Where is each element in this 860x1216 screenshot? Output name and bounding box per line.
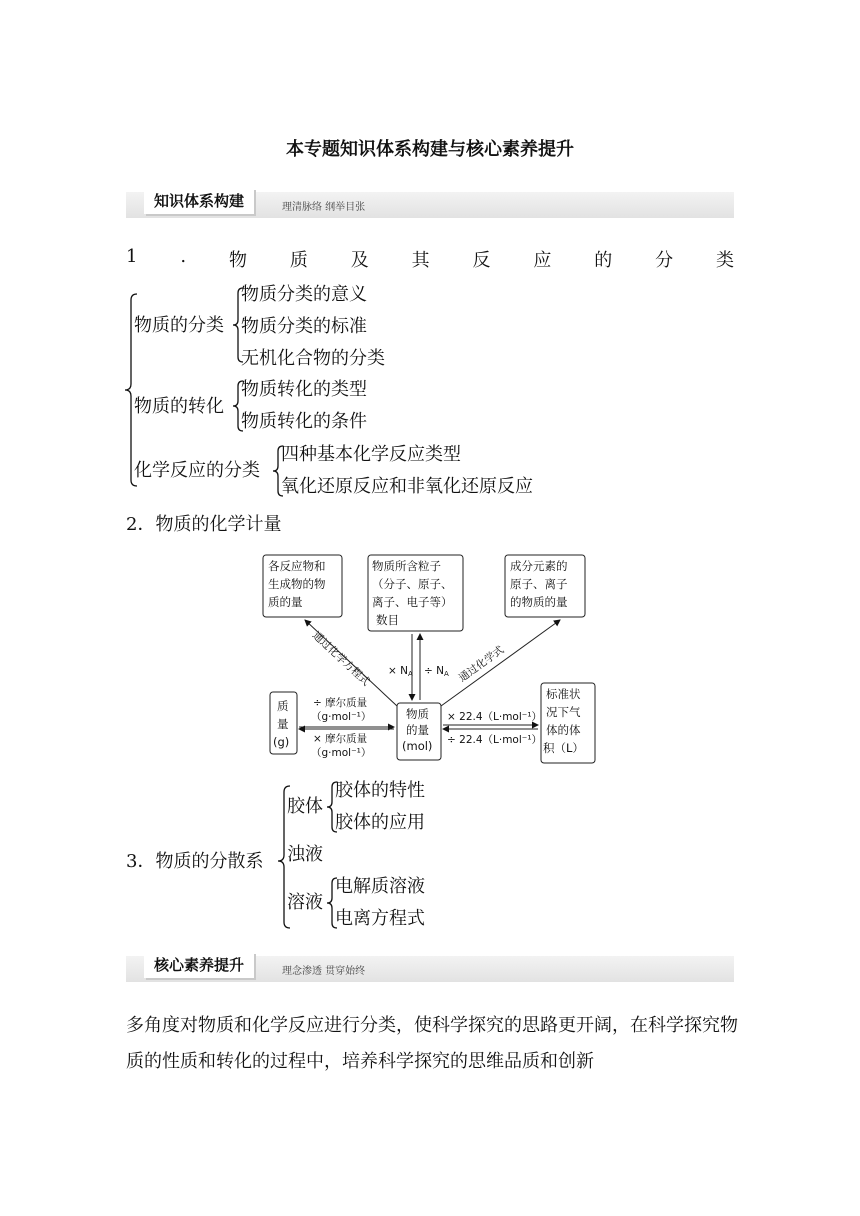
arrow-label: （g·mol⁻¹） [311, 747, 372, 759]
group-item: 无机化合物的分类 [241, 348, 385, 369]
group-item: 四种基本化学反应类型 [281, 444, 461, 465]
box-text: 物质 [406, 707, 429, 721]
section-subtitle: 理念渗透 贯穿始终 [282, 966, 366, 977]
page-title: 本专题知识体系构建与核心素养提升 [286, 139, 574, 160]
group-label: 物质的分类 [134, 315, 224, 336]
box-text: 生成物的物 [268, 577, 326, 591]
arrow-label-div-na: ÷ NA [424, 665, 449, 678]
group-item: 物质分类的标准 [241, 316, 367, 337]
heading-char: 反 [472, 250, 491, 271]
box-text: 的物质的量 [510, 595, 568, 609]
box-text: (g) [273, 735, 290, 749]
arrow-label: × 22.4（L·mol⁻¹） [447, 711, 543, 723]
group-label: 溶液 [287, 892, 323, 913]
arrow-label-formula: 通过化学式 [456, 643, 507, 685]
box-text: 体的体 [546, 723, 581, 737]
group-label: 物质的转化 [134, 396, 224, 417]
heading-char: 的 [594, 250, 613, 271]
box-text: 标准状 [546, 687, 581, 701]
heading-char: 应 [533, 250, 552, 271]
group-item: 电离方程式 [335, 908, 425, 929]
arrow-label-times-na: × NA [388, 665, 413, 678]
group-item: 氧化还原反应和非氧化还原反应 [281, 476, 533, 497]
arrow-label: × 摩尔质量 [313, 733, 368, 745]
body-paragraph: 多角度对物质和化学反应进行分类，使科学探究的思路更开阔，在科学探究物质的性质和转化的过程中，培养科学探究的思维品质和创新 [126, 1015, 738, 1072]
section-banner-literacy [126, 956, 734, 982]
heading-char: 1 [126, 246, 138, 267]
box-text: 质 [277, 699, 289, 713]
heading-char: 其 [411, 250, 430, 271]
group-label: 浊液 [287, 844, 323, 865]
group-item: 物质转化的条件 [241, 411, 367, 432]
group-item: 胶体的特性 [335, 780, 425, 801]
group-item: 物质分类的意义 [241, 284, 367, 305]
heading-char: 质 [289, 250, 308, 271]
group-label: 胶体 [287, 796, 323, 817]
group-label: 化学反应的分类 [134, 460, 260, 481]
heading-char: 物 [228, 250, 247, 271]
box-text: (mol) [402, 739, 433, 753]
box-text: （分子、原子、 [372, 577, 453, 591]
arrow-label: ÷ 22.4（L·mol⁻¹） [447, 734, 543, 746]
section-subtitle: 理清脉络 纲举目张 [282, 202, 366, 213]
item2-heading: 2．物质的化学计量 [126, 514, 282, 535]
box-text: 质的量 [268, 595, 303, 609]
group-item: 物质转化的类型 [241, 379, 367, 400]
section-tab: 知识体系构建 [144, 188, 254, 214]
arrow-label: ÷ 摩尔质量 [313, 697, 368, 709]
box-text: 成分元素的 [510, 559, 568, 573]
arrow-label: （g·mol⁻¹） [311, 711, 372, 723]
item3-heading: 3．物质的分散系 [126, 851, 264, 872]
box-text: 况下气 [546, 705, 581, 719]
stoichiometry-diagram [255, 548, 605, 768]
box-text: 的量 [406, 723, 429, 737]
box-text: 各反应物和 [268, 559, 326, 573]
heading-char: 分 [655, 250, 674, 271]
box-text: 物质所含粒子 [372, 559, 441, 573]
heading-char: 类 [715, 250, 734, 271]
box-text: 离子、电子等） [372, 595, 453, 609]
group-item: 胶体的应用 [335, 812, 425, 833]
arrow-formula [441, 620, 560, 706]
box-text: 量 [277, 717, 289, 731]
box-text: 原子、离子 [510, 577, 568, 591]
arrow-label-eq: 通过化学方程式 [309, 629, 372, 689]
section-tab: 核心素养提升 [144, 952, 254, 978]
box-text: 数目 [376, 613, 399, 627]
heading-char: . [180, 246, 187, 267]
heading-char: 及 [350, 250, 369, 271]
group-item: 电解质溶液 [335, 876, 425, 897]
box-text: 积（L） [543, 741, 584, 755]
